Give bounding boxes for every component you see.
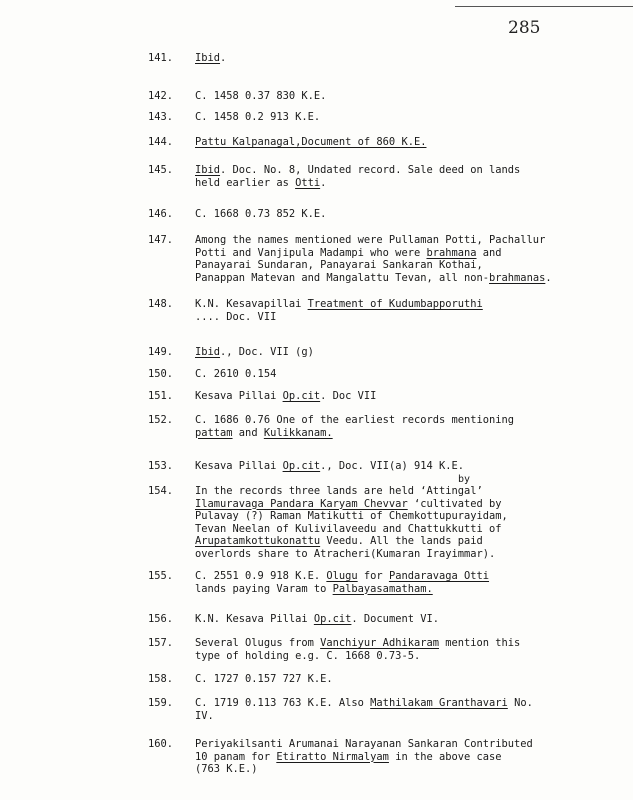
footnote-text: Ibid: [195, 164, 221, 176]
footnote-text: Pandaravaga Otti: [388, 570, 490, 582]
footnote-text: brahmanas: [489, 271, 546, 284]
footnote-number: 158.: [148, 673, 174, 685]
footnote-text: for: [357, 570, 389, 582]
footnote-text: brahmana: [426, 246, 477, 259]
footnote-number: 143.: [148, 111, 174, 123]
footnote-text: Kesava Pillai: [195, 390, 283, 402]
footnote-text: C. 1668 0.73 852 K.E.: [195, 208, 327, 220]
footnote-text: Panappan Matevan and Mangalattu Tevan, all non-: [195, 271, 490, 284]
footnote-text: Potti and Vanjipula Madampi who were: [195, 246, 427, 259]
footnote-number: 147.: [148, 234, 174, 246]
footnote-text: in the above case: [388, 750, 502, 763]
top-rule: [455, 6, 633, 7]
footnote-text: Op.cit: [282, 460, 321, 472]
footnote-text: and: [232, 426, 264, 439]
footnote-number: 142.: [148, 90, 174, 102]
footnote-text: Ilamuravaga Pandara Karyam Chevvar: [195, 497, 408, 510]
footnote-text: Op.cit: [313, 613, 352, 625]
footnote-text: lands paying Varam to: [195, 582, 333, 595]
footnote-text: . Doc. No. 8, Undated record. Sale deed on lands: [220, 164, 521, 176]
footnote-number: 154.: [148, 485, 174, 497]
footnote-text: Olugu: [326, 570, 358, 582]
footnote-text: Several Olugus from: [195, 637, 321, 649]
footnote-text: Kulikkanam.: [263, 426, 333, 439]
footnote-text: No.: [507, 697, 533, 709]
footnote-text: Tevan Neelan of Kulivilaveedu and Chattukkutti of: [195, 522, 502, 535]
footnote-text: IV.: [195, 709, 214, 722]
footnote-text: .: [220, 52, 227, 64]
footnote-text: C. 1727 0.157 727 K.E.: [195, 673, 333, 685]
footnote-text: Periyakilsanti Arumanai Narayanan Sankaran Contributed: [195, 738, 533, 750]
footnote-text: C. 1458 0.37 830 K.E.: [195, 90, 327, 102]
footnote-number: 144.: [148, 136, 174, 148]
footnote-number: 152.: [148, 414, 174, 426]
footnote-number: 146.: [148, 208, 174, 220]
footnote-text: mention this: [438, 637, 521, 649]
footnote-number: 156.: [148, 613, 174, 625]
footnote-text: Palbayasamatham.: [332, 582, 433, 595]
footnote-text: Op.cit: [282, 390, 321, 402]
footnote-number: 150.: [148, 368, 174, 380]
footnote-number: 151.: [148, 390, 174, 402]
footnote-text: .: [320, 176, 327, 189]
footnote-text: Mathilakam Granthavari: [370, 697, 508, 709]
footnote-text: Veedu. All the lands paid: [320, 535, 483, 547]
footnote-text: Treatment of Kudumbapporuthi: [307, 298, 483, 310]
footnote-text: Arupatamkottukonattu: [195, 535, 321, 547]
footnote-text: C. 1719 0.113 763 K.E. Also: [195, 697, 371, 709]
footnote-number: 157.: [148, 637, 174, 649]
footnote-text: C. 2551 0.9 918 K.E.: [195, 570, 327, 582]
footnote-text: 10 panam for: [195, 750, 277, 763]
footnote-text: type of holding e.g. C. 1668 0.73-5.: [195, 649, 421, 662]
footnote-text: Pulavay (?) Raman Matikutti of Chemkottupurayidam,: [195, 510, 508, 522]
footnote-text: held earlier as: [195, 176, 296, 189]
footnote-number: 159.: [148, 697, 174, 709]
footnote-text: .: [545, 271, 552, 284]
footnote-text: K.N. Kesavapillai: [195, 298, 308, 310]
page-number: 285: [508, 18, 541, 38]
footnote-number: 155.: [148, 570, 174, 582]
footnote-text: Etiratto Nirmalyam: [276, 750, 389, 763]
footnote-text: ‘cultivated by: [407, 497, 502, 510]
footnote-number: 149.: [148, 346, 174, 358]
footnote-number: 145.: [148, 164, 174, 176]
footnote-number: 160.: [148, 738, 174, 750]
footnote-number: 153.: [148, 460, 174, 472]
footnote-text: In the records three lands are held ‘Attingal’: [195, 485, 483, 497]
footnote-text: C. 2610 0.154: [195, 368, 277, 380]
footnote-text: K.N. Kesava Pillai: [195, 613, 314, 625]
caret-text: by: [458, 474, 471, 485]
footnote-text: C. 1686 0.76 One of the earliest records mentioning: [195, 414, 515, 426]
footnote-text: Pattu Kalpanagal,Document of 860 K.E.: [195, 136, 427, 148]
footnote-text: Kesava Pillai: [195, 460, 283, 472]
footnote-text: and: [476, 246, 502, 259]
footnote-text: . Doc VII: [320, 390, 377, 402]
footnote-text: Ibid: [195, 52, 221, 64]
footnote-text: overlords share to Atracheri(Kumaran Irayimmar).: [195, 547, 496, 560]
footnote-text: C. 1458 0.2 913 K.E.: [195, 111, 321, 123]
footnote-text: . Document VI.: [351, 613, 439, 625]
footnote-text: pattam: [195, 426, 233, 439]
footnote-text: ., Doc. VII(a) 914 K.E.: [320, 460, 465, 472]
footnote-text: Among the names mentioned were Pullaman Potti, Pachallur: [195, 234, 546, 246]
footnote-text: Panayarai Sundaran, Panayarai Sankaran Kothai,: [195, 259, 483, 271]
footnote-text: (763 K.E.): [195, 763, 258, 775]
footnote-text: Vanchiyur Adhikaram: [320, 637, 439, 649]
footnote-number: 141.: [148, 52, 174, 64]
footnote-text: Ibid: [195, 346, 221, 358]
footnote-text: .... Doc. VII: [195, 310, 277, 323]
footnote-text: ., Doc. VII (g): [220, 346, 314, 358]
footnote-text: Otti: [295, 176, 321, 189]
footnote-number: 148.: [148, 298, 174, 310]
